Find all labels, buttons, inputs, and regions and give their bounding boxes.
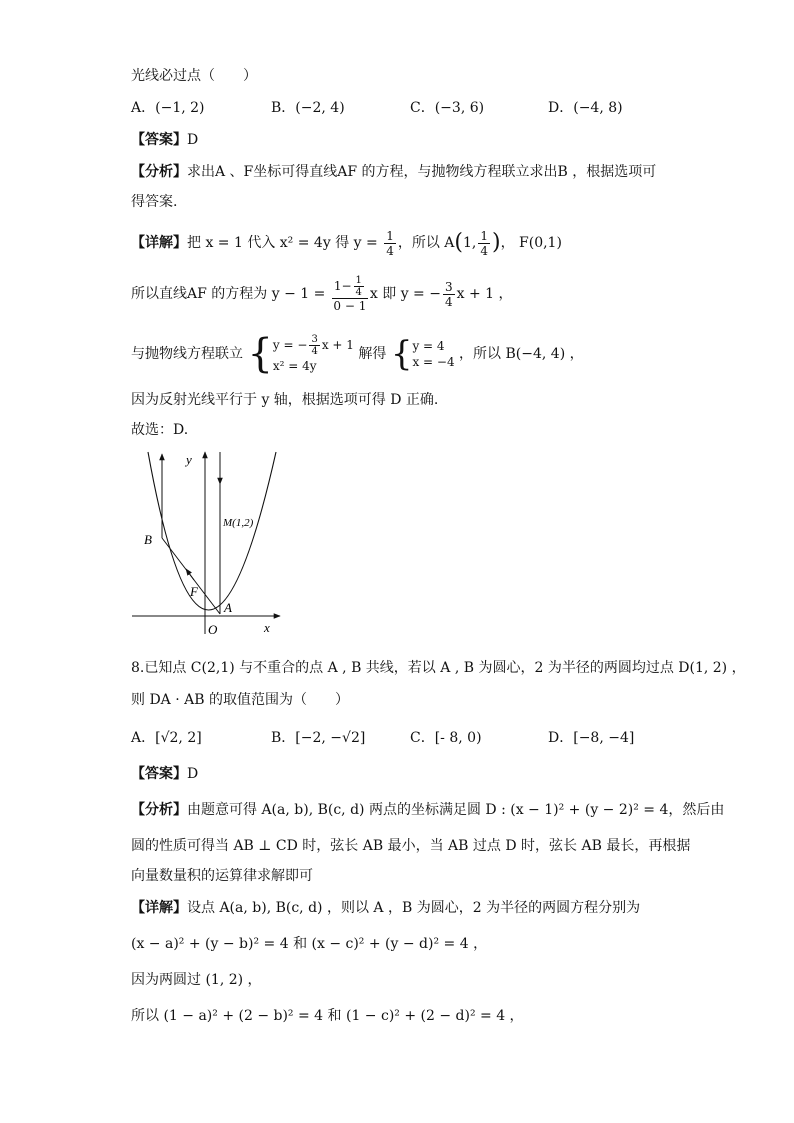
q8-analysis-line1: 【分析】由题意可得 A(a, b), B(c, d) 两点的坐标满足圆 D : (x − 1)² + (y − 2)² = 4，然后由: [131, 802, 725, 818]
fraction-one-quarter: $\frac{1}{4}$: [386, 228, 394, 258]
q8-choice-a: A．[√2, 2]: [131, 730, 202, 746]
q8-answer: 【答案】D: [131, 766, 199, 782]
q7-detail-line4: 因为反射光线平行于 y 轴，根据选项可得 D 正确.: [131, 392, 439, 408]
equation-system-solution: { y = 4 x = −4: [390, 334, 455, 374]
parabola-reflection-figure: [128, 448, 288, 638]
q7-choice-a: A．(−1, 2): [131, 100, 205, 116]
label-y: y: [186, 452, 192, 467]
label-f: F: [190, 584, 198, 599]
q8-stem-line2: 则 DA · AB 的取值范围为（ ）: [131, 692, 349, 708]
label-m: M(1,2): [223, 517, 254, 529]
q8-choice-d: D．[−8, −4]: [548, 730, 635, 746]
label-o: O: [208, 622, 218, 637]
parabola-curve: [148, 452, 276, 610]
q7-detail-line2: 所以直线AF 的方程为 y − 1 = 1− $\frac{1}{4}$ 0 − 1 x 即 y = − $\frac{3}{4}$ x + 1 ，: [131, 275, 513, 313]
q7-detail-line1: 【详解】把 x = 1 代入 x² = 4y 得 y = $\frac{1}{4}$ ，所以 A(1, $\frac{1}{4}$ )， F(0,1): [131, 228, 562, 258]
q7-detail-line5: 故选：D.: [131, 422, 189, 438]
q8-detail-line2: (x − a)² + (y − b)² = 4 和 (x − c)² + (y − d)² = 4 ，: [131, 936, 488, 952]
equation-system-1: { y = − $\frac{3}{4}$ x + 1 x² = 4y: [247, 331, 354, 377]
q7-analysis-line2: 得答案.: [131, 194, 178, 210]
q8-stem-line1: 8.已知点 C(2,1) 与不重合的点 A , B 共线，若以 A , B 为圆心，2 为半径的两圆均过点 D(1, 2) ，: [131, 660, 746, 676]
q7-stem-end: 光线必过点（ ）: [131, 68, 257, 84]
q8-choice-c: C．[- 8, 0): [410, 730, 482, 746]
q7-choice-d: D．(−4, 8): [548, 100, 623, 116]
q7-analysis-line1: 【分析】求出A 、F坐标可得直线AF 的方程，与抛物线方程联立求出B ，根据选项可: [131, 164, 657, 180]
fraction-point-a-y: $\frac{1}{4}$: [480, 228, 488, 258]
q8-detail-line1: 【详解】设点 A(a, b), B(c, d) ，则以 A ，B 为圆心，2 为半径的两圆方程分别为: [131, 900, 641, 916]
q8-choice-b: B．[−2, −√2]: [271, 730, 366, 746]
q7-detail-line3: 与抛物线方程联立 { y = − $\frac{3}{4}$ x + 1 x² = 4y 解得 { y = 4 x = −4 ，所以 B(−4, 4) ，: [131, 331, 584, 377]
q8-analysis-line2: 圆的性质可得当 AB ⊥ CD 时，弦长 AB 最小，当 AB 过点 D 时，弦长 AB 最长，再根据: [131, 838, 691, 854]
label-a: A: [224, 600, 232, 615]
q8-detail-line3: 因为两圆过 (1, 2) ，: [131, 972, 262, 988]
q8-detail-line4: 所以 (1 − a)² + (2 − b)² = 4 和 (1 − c)² + (2 − d)² = 4 ，: [131, 1008, 524, 1024]
fraction-three-quarters: $\frac{3}{4}$: [444, 279, 453, 309]
q7-choice-c: C．(−3, 6): [410, 100, 485, 116]
q7-choice-b: B．(−2, 4): [271, 100, 345, 116]
label-x: x: [264, 620, 270, 635]
fraction-slope-af: 1− $\frac{1}{4}$ 0 − 1: [333, 275, 367, 313]
label-b: B: [144, 532, 152, 547]
q8-analysis-line3: 向量数量积的运算律求解即可: [131, 868, 313, 884]
q7-answer: 【答案】D: [131, 132, 199, 148]
